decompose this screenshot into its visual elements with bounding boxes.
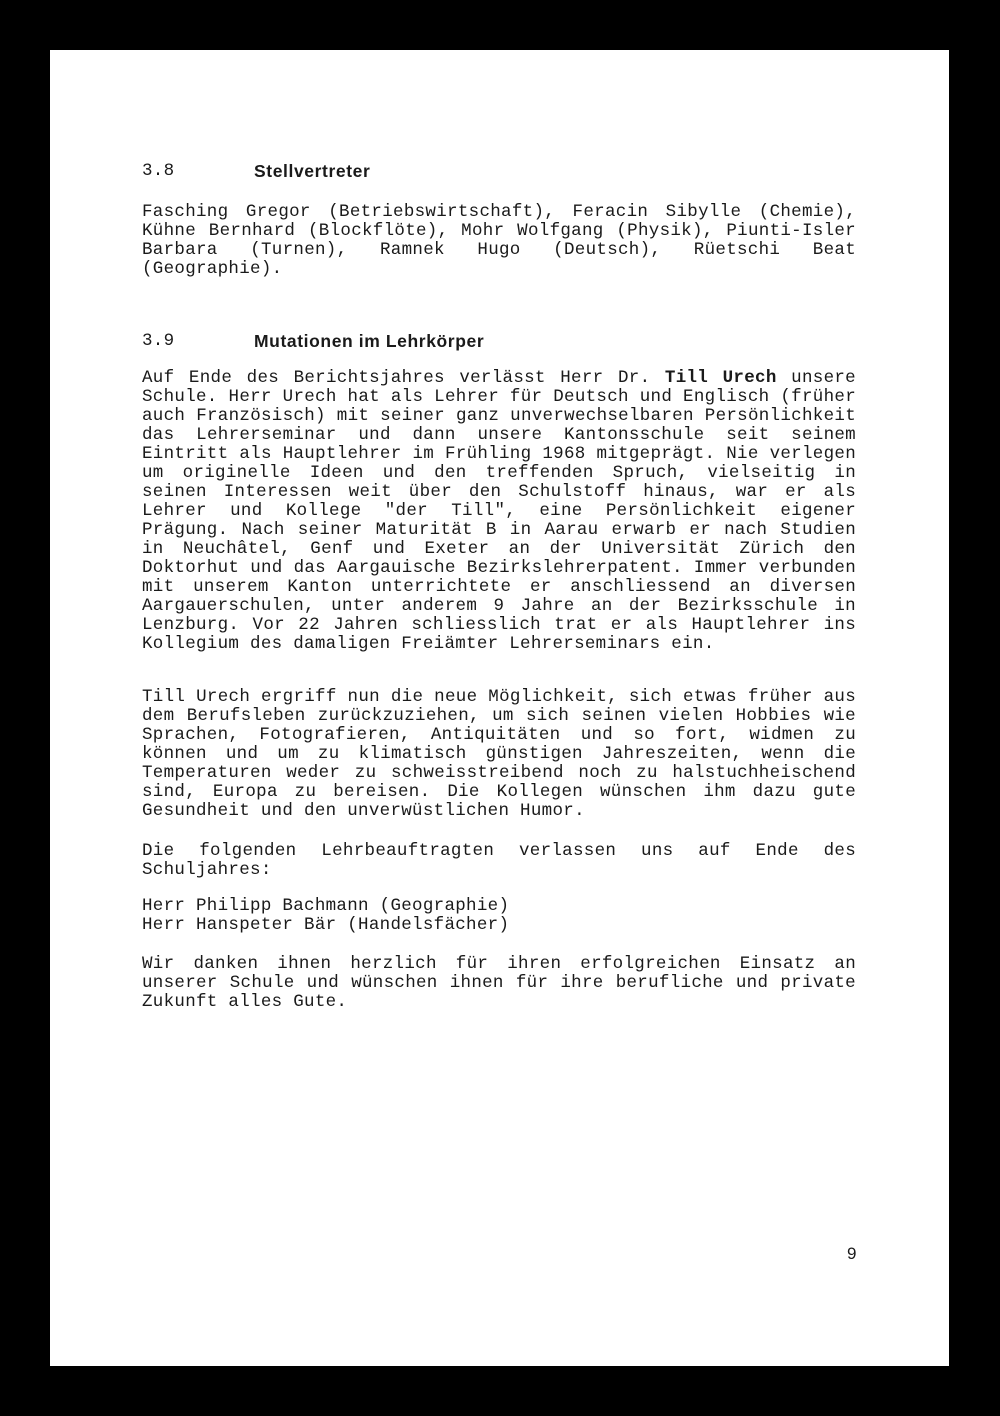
- retirement-paragraph: Till Urech ergriff nun die neue Möglichkeit, sich etwas früher aus dem Berufsleben zurückzuziehen, um sich seinen vielen Hobbies wie Sprachen, Fotografieren, Antiquitäten und so fort, widmen zu können und um zu klimatisch günstigen Jahreszeiten, wenn die Temperaturen weder zu schweisstreibend noch zu halstuchheischend sind, Europa zu bereisen. Die Kollegen wünschen ihm dazu gute Gesundheit und den unverwüstlichen Humor.: [142, 687, 856, 821]
- section-heading-3-9: [142, 332, 484, 351]
- list-item: Herr Philipp Bachmann (Geographie): [142, 896, 510, 916]
- page-number: 9: [847, 1244, 857, 1263]
- thanks-paragraph: Wir danken ihnen herzlich für ihren erfolgreichen Einsatz an unserer Schule und wünschen ihnen für ihre berufliche und private Zukunft alles Gute.: [142, 954, 856, 1012]
- list-item: Herr Hanspeter Bär (Handelsfächer): [142, 915, 510, 935]
- farewell-paragraph: [142, 369, 856, 654]
- paragraph-text: Auf Ende des Berichtsjahres verlässt Herr Dr.: [142, 368, 665, 388]
- document-page: [50, 50, 949, 1366]
- section-number: 3.8: [142, 161, 175, 181]
- section-number: 3.9: [142, 331, 175, 351]
- section-heading-3-8: [142, 162, 370, 181]
- teacher-name: Till Urech: [664, 368, 777, 388]
- section-title: Stellvertreter: [254, 161, 371, 181]
- departing-intro-paragraph: Die folgenden Lehrbeauftragten verlassen uns auf Ende des Schuljahres:: [142, 841, 856, 880]
- section-title: Mutationen im Lehrkörper: [254, 331, 485, 351]
- substitutes-paragraph: Fasching Gregor (Betriebswirtschaft), Feracin Sibylle (Chemie), Kühne Bernhard (Blockflöte), Mohr Wolfgang (Physik), Piunti-Isler Barbara (Turnen), Ramnek Hugo (Deutsch), Rüetschi Beat (Geographie).: [142, 202, 856, 279]
- departing-list: [142, 897, 856, 935]
- paragraph-text: unsere Schule. Herr Urech hat als Lehrer für Deutsch und Englisch (früher auch Französisch) mit seiner ganz unverwechselbaren Persönlichkeit das Lehrerseminar und dann unsere Kantonsschule seit seinem Eintritt als Hauptlehrer im Frühling 1968 mitgeprägt. Nie verlegen um originelle Ideen und den treffenden Spruch, vielseitig in seinen Interessen weit über den Schulstoff hinaus, war er als Lehrer und Kollege "der Till", eine Persönlichkeit eigener Prägung. Nach seiner Maturität B in Aarau erwarb er nach Studien in Neuchâtel, Genf und Exeter an der Universität Zürich den Doktorhut und das Aargauische Bezirkslehrerpatent. Immer verbunden mit unserem Kanton unterrichtete er anschliessend an diversen Aargauerschulen, unter anderem 9 Jahre an der Bezirksschule in Lenzburg. Vor 22 Jahren schliesslich trat er als Hauptlehrer ins Kollegium des damaligen Freiämter Lehrerseminars ein.: [142, 368, 856, 654]
